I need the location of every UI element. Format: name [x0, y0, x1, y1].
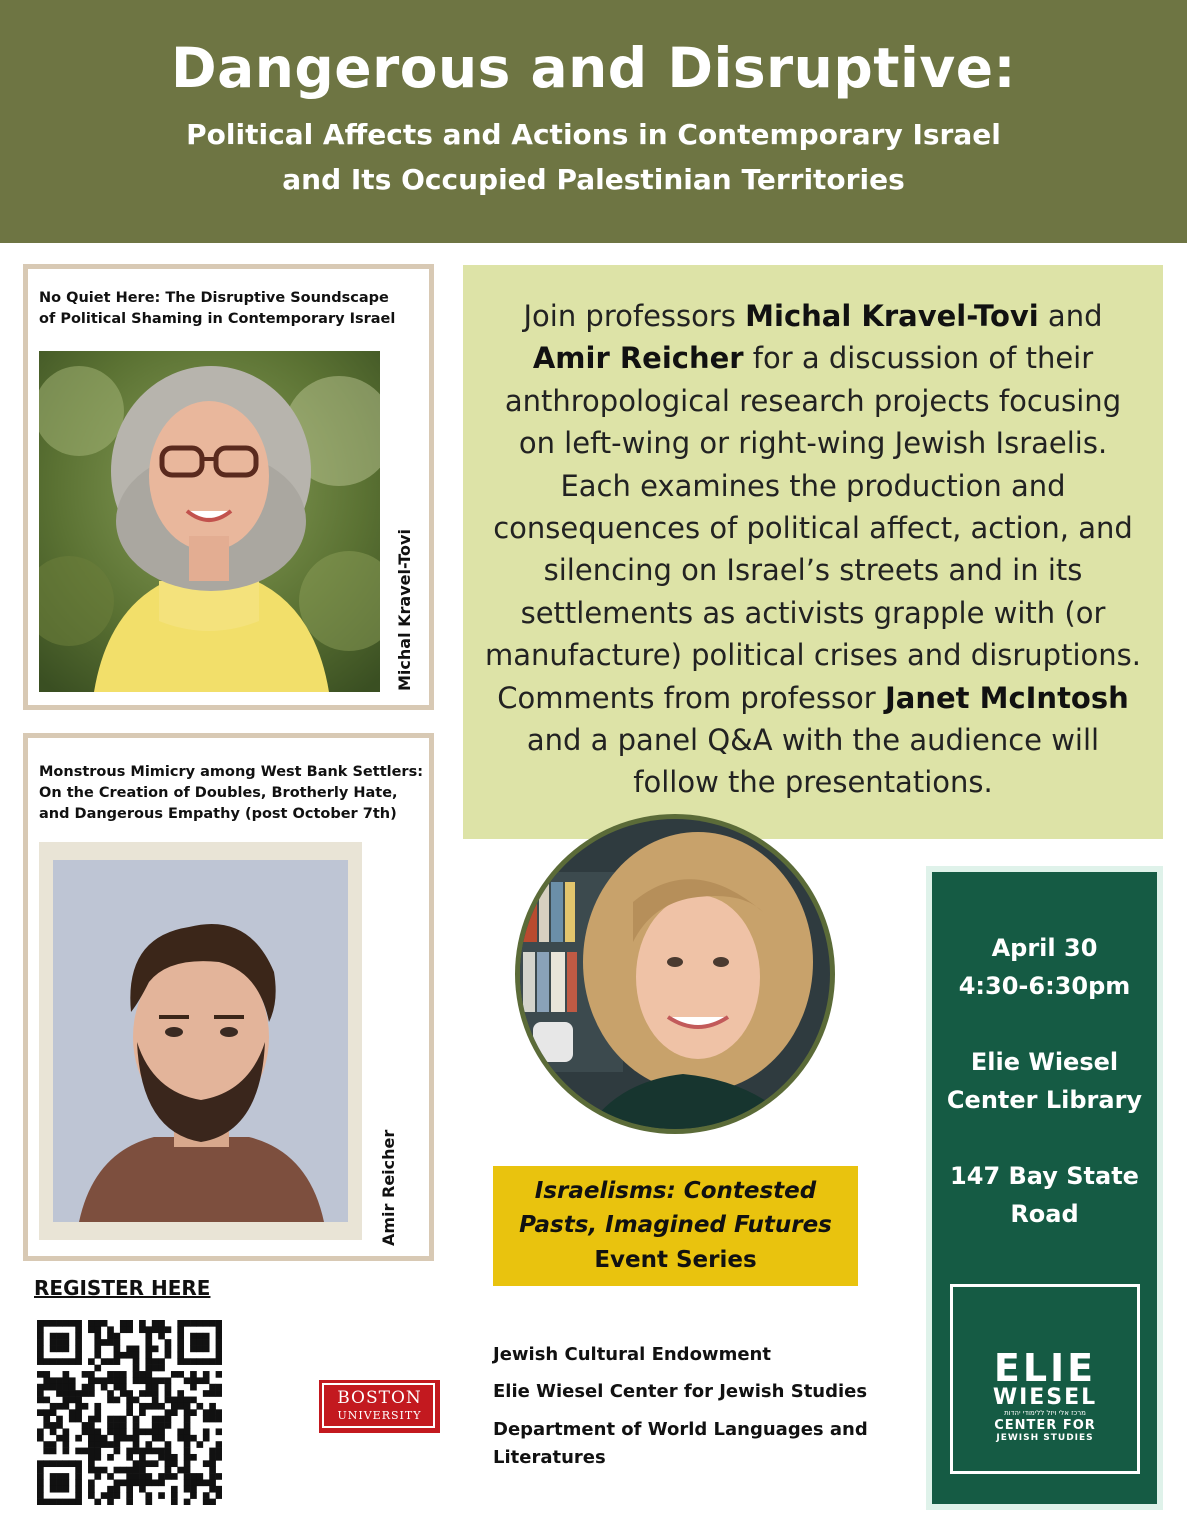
- talk-title-2: [39, 762, 429, 825]
- elie-wiesel-center-logo: [950, 1284, 1140, 1474]
- series-line-1: Israelisms: Contested: [534, 1178, 817, 1204]
- logo-line-1: ELIE: [993, 1346, 1097, 1390]
- series-line-2: Pasts, Imagined Futures: [519, 1212, 832, 1238]
- subtitle-line-2: and Its Occupied Palestinian Territories: [282, 163, 905, 196]
- logo-line-3: CENTER FOR: [994, 1418, 1096, 1433]
- description-text: [483, 295, 1143, 804]
- series-line-3: Event Series: [594, 1247, 757, 1273]
- event-venue-line-1: Elie Wiesel: [970, 1048, 1119, 1076]
- sponsor-2: Elie Wiesel Center for Jewish Studies: [493, 1381, 868, 1402]
- bu-logo-line-1: BOSTON: [337, 1388, 422, 1408]
- desc-intro: Join professors: [523, 299, 746, 333]
- desc-body: for a discussion of their anthropological research projects focusing on left-wing or right-wing Jewish Israelis. Each examines the production and consequences of political affect, action, and silencing on Israel’s streets and in its settlements as activists grapple with (or manufacture) political crises and disruptions. Comments from professor: [485, 341, 1141, 715]
- desc-outro: and a panel Q&A with the audience will follow the presentations.: [526, 723, 1100, 800]
- event-venue-line-2: Center Library: [946, 1086, 1143, 1114]
- desc-and: and: [1038, 299, 1103, 333]
- commentator-photo-mcintosh: [513, 812, 837, 1136]
- desc-speaker-2: Amir Reicher: [532, 341, 744, 376]
- event-date: April 30: [991, 934, 1098, 962]
- logo-line-2: WIESEL: [992, 1385, 1098, 1410]
- talk-title-2-line-1: Monstrous Mimicry among West Bank Settlers:: [39, 764, 424, 780]
- speaker-photo-reicher: [39, 842, 362, 1240]
- logo-line-4: JEWISH STUDIES: [996, 1433, 1094, 1443]
- event-series-box: [493, 1166, 858, 1286]
- sponsor-1: Jewish Cultural Endowment: [493, 1344, 771, 1365]
- header-banner: [0, 0, 1187, 243]
- talk-title-1: [39, 288, 429, 330]
- talk-title-1-line-2: of Political Shaming in Contemporary Israel: [39, 311, 396, 327]
- page-title: Dangerous and Disruptive:: [170, 36, 1017, 100]
- sponsor-3-line-2: Literatures: [493, 1447, 606, 1468]
- desc-speaker-1: Michal Kravel-Tovi: [745, 299, 1039, 333]
- talk-title-2-line-3: and Dangerous Empathy (post October 7th): [39, 806, 397, 822]
- bu-logo-line-2: UNIVERSITY: [337, 1409, 422, 1422]
- event-info-panel: [926, 866, 1163, 1510]
- talk-title-2-line-2: On the Creation of Doubles, Brotherly Hate,: [39, 785, 398, 801]
- desc-commentator: Janet McIntosh: [884, 680, 1129, 715]
- register-qr-code[interactable]: [37, 1320, 222, 1505]
- event-address-line-2: Road: [1010, 1200, 1079, 1228]
- speaker-name-label-1: Michal Kravel-Tovi: [395, 529, 414, 691]
- speaker-name-label-2: Amir Reicher: [379, 1129, 398, 1246]
- logo-hebrew: מרכז אלי ויזל ללימודי יהדות: [1004, 1409, 1086, 1417]
- register-link[interactable]: REGISTER HERE: [34, 1276, 211, 1300]
- boston-university-logo: [319, 1380, 440, 1433]
- talk-title-1-line-1: No Quiet Here: The Disruptive Soundscape: [39, 290, 389, 306]
- event-description: [463, 265, 1163, 839]
- speaker-photo-kravel-tovi: [39, 351, 380, 692]
- event-address-line-1: 147 Bay State: [950, 1162, 1139, 1190]
- event-time: 4:30-6:30pm: [958, 972, 1131, 1000]
- speaker-card-kravel-tovi: [23, 264, 434, 710]
- speaker-card-reicher: [23, 733, 434, 1261]
- event-info-inner: [932, 872, 1157, 1504]
- sponsor-3-line-1: Department of World Languages and: [493, 1419, 868, 1440]
- subtitle-line-1: Political Affects and Actions in Contemporary Israel: [186, 118, 1001, 151]
